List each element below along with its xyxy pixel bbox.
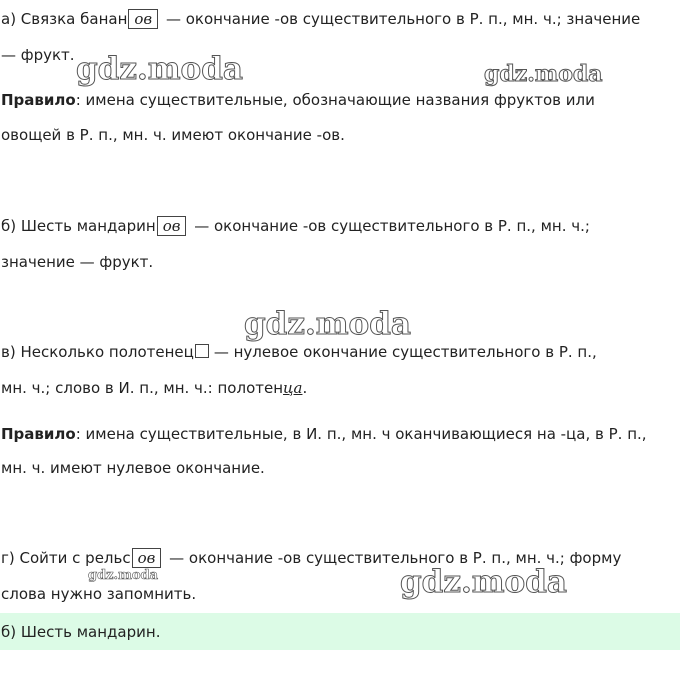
rule-1-line-1	[1, 90, 595, 110]
paragraph-a-prefix: а) Связка банан	[1, 10, 128, 28]
watermark-logo: gdz.moda	[244, 306, 411, 342]
watermark-logo: gdz.moda	[400, 564, 567, 600]
rule-2-label: Правило	[1, 425, 76, 443]
watermark-logo: gdz.moda	[484, 61, 603, 87]
paragraph-g-suffix: — окончание -ов существительного в Р. п., мн. ч.; форму	[164, 549, 622, 567]
paragraph-g-prefix: г) Сойти с рельс	[1, 549, 131, 567]
rule-2-line-2: мн. ч. имеют нулевое окончание.	[1, 459, 265, 477]
paragraph-b-line-2: значение — фрукт.	[1, 253, 154, 271]
paragraph-a-suffix: — окончание -ов существительного в Р. п., мн. ч.; значение	[161, 10, 641, 28]
rule-1-line-2: овощей в Р. п., мн. ч. имеют окончание -ов.	[1, 126, 345, 144]
paragraph-a-line-1	[1, 9, 640, 29]
answer-box	[0, 613, 680, 650]
zero-ending-box	[195, 344, 209, 358]
paragraph-g-line-2: слова нужно запомнить.	[1, 585, 197, 603]
watermark-logo: gdz.moda	[88, 568, 159, 583]
paragraph-v-line-2	[1, 378, 307, 398]
answer-text: б) Шесть мандарин.	[1, 623, 161, 641]
paragraph-a-ending-box: ов	[128, 9, 158, 29]
rule-1-label: Правило	[1, 91, 76, 109]
paragraph-v-prefix: в) Несколько полотенец	[1, 343, 194, 361]
paragraph-b-ending-box: ов	[157, 216, 187, 236]
paragraph-a-line-2: — фрукт.	[1, 46, 75, 64]
paragraph-v-line-2-suffix: .	[302, 379, 308, 397]
paragraph-b-line-1	[1, 216, 590, 236]
rule-2-text-1: : имена существительные, в И. п., мн. ч оканчивающиеся на -ца, в Р. п.,	[75, 425, 647, 443]
rule-2-line-1	[1, 424, 647, 444]
paragraph-g-ending-box: ов	[132, 548, 162, 568]
paragraph-v-line-1	[1, 342, 597, 362]
paragraph-v-line-2-prefix: мн. ч.; слово в И. п., мн. ч.: полотен	[1, 379, 284, 397]
paragraph-b-suffix: — окончание -ов существительного в Р. п., мн. ч.;	[189, 217, 590, 235]
paragraph-v-suffix: — нулевое окончание существительного в Р. п.,	[213, 343, 597, 361]
rule-1-text-1: : имена существительные, обозначающие названия фруктов или	[75, 91, 595, 109]
watermark-logo: gdz.moda	[76, 51, 243, 87]
paragraph-b-prefix: б) Шесть мандарин	[1, 217, 156, 235]
paragraph-v-underlined-ending: ца	[283, 379, 303, 397]
